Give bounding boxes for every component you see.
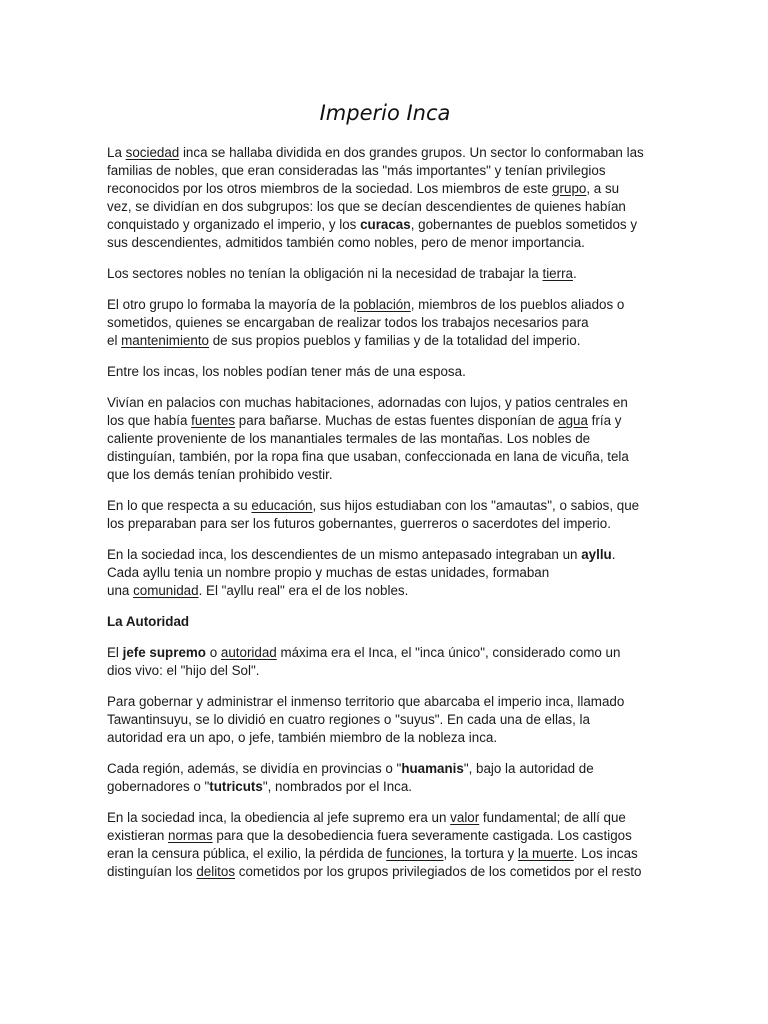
- text-line: que los demás tenían prohibido vestir.: [107, 467, 333, 482]
- paragraph-sociedad: [107, 144, 663, 252]
- text-run: ", nombrados por el Inca.: [262, 779, 413, 794]
- text-run: inca se hallaba dividida en dos grandes grupos. Un sector lo conformaban las: [179, 145, 644, 160]
- text-run: . Los incas: [573, 846, 638, 861]
- text-run: distinguían los: [107, 864, 197, 879]
- link-sociedad[interactable]: sociedad: [125, 145, 180, 160]
- text-run: los que había: [107, 413, 192, 428]
- text-line: Para gobernar y administrar el inmenso territorio que abarcaba el imperio inca, llamado: [107, 694, 625, 709]
- link-tierra[interactable]: tierra: [542, 266, 573, 281]
- paragraph-otro-grupo: [107, 296, 663, 350]
- text-run: , la tortura y: [443, 846, 518, 861]
- text-run: , miembros de los pueblos aliados o: [410, 297, 625, 312]
- text-line: [107, 809, 663, 827]
- text-line: distinguían, también, por la ropa fina que usaban, confeccionada en lana de vicuña, tela: [107, 449, 629, 464]
- text-line: [107, 778, 663, 796]
- text-line: Tawantinsuyu, se lo dividió en cuatro regiones o "suyus". En cada una de ellas, la: [107, 712, 590, 727]
- text-line: [107, 863, 663, 881]
- text-run: Cada región, además, se dividía en provincias o ": [107, 761, 402, 776]
- paragraph-ayllu: [107, 546, 663, 600]
- section-heading-autoridad: La Autoridad: [107, 614, 190, 629]
- text-run: La: [107, 145, 126, 160]
- text-run: , gobernantes de pueblos sometidos y: [410, 217, 638, 232]
- text-line: familias de nobles, que eran consideradas las "más importantes" y tenían privilegios: [107, 163, 606, 178]
- text-run: para que la desobediencia fuera severamente castigada. Los castigos: [212, 828, 632, 843]
- text-run: ", bajo la autoridad de: [463, 761, 594, 776]
- text-line: [107, 546, 663, 564]
- link-autoridad[interactable]: autoridad: [220, 645, 277, 660]
- text-run: el: [107, 333, 122, 348]
- text-run: .: [573, 266, 577, 281]
- document-title: Imperio Inca: [319, 101, 451, 125]
- link-la-muerte[interactable]: la muerte: [517, 846, 574, 861]
- document-page: [107, 95, 663, 894]
- text-line: Vivían en palacios con muchas habitaciones, adornadas con lujos, y patios centrales en: [107, 395, 628, 410]
- text-line: [107, 332, 663, 350]
- text-line: autoridad era un apo, o jefe, también miembro de la nobleza inca.: [107, 730, 498, 745]
- text-run: , a su: [586, 181, 620, 196]
- text-run: máxima era el Inca, el "inca único", considerado como un: [276, 645, 621, 660]
- link-mantenimiento[interactable]: mantenimiento: [121, 333, 209, 348]
- paragraph-provincias: [107, 760, 663, 796]
- text-run: Los sectores nobles no tenían la obligación ni la necesidad de trabajar la: [107, 266, 543, 281]
- text-run: de sus propios pueblos y familias y de la totalidad del imperio.: [209, 333, 581, 348]
- paragraph-esposas: [107, 363, 663, 381]
- text-run: En la sociedad inca, los descendientes de un mismo antepasado integraban un: [107, 547, 582, 562]
- link-fuentes[interactable]: fuentes: [191, 413, 236, 428]
- text-line: Cada ayllu tenia un nombre propio y muchas de estas unidades, formaban: [107, 565, 550, 580]
- paragraph-educacion: [107, 497, 663, 533]
- text-run: . El "ayllu real" era el de los nobles.: [198, 583, 409, 598]
- paragraph-jefe-supremo: [107, 644, 663, 680]
- text-run: .: [611, 547, 616, 562]
- text-line: [107, 144, 663, 162]
- link-grupo[interactable]: grupo: [552, 181, 587, 196]
- text-run: El: [107, 645, 123, 660]
- link-normas[interactable]: normas: [168, 828, 213, 843]
- text-run: fría y: [587, 413, 622, 428]
- text-line: los preparaban para ser los futuros gobernantes, guerreros o sacerdotes del imperio.: [107, 516, 611, 531]
- text-line: [107, 845, 663, 863]
- text-run: , sus hijos estudiaban con los "amautas", o sabios, que: [312, 498, 640, 513]
- text-run: En la sociedad inca, la obediencia al jefe supremo era un: [107, 810, 451, 825]
- text-line: sometidos, quienes se encargaban de realizar todos los trabajos necesarios para: [107, 315, 589, 330]
- text-line: sus descendientes, admitidos también como nobles, pero de menor importancia.: [107, 235, 585, 250]
- text-line: [107, 296, 663, 314]
- bold-ayllu: ayllu: [581, 547, 612, 562]
- text-line: [107, 265, 663, 283]
- link-delitos[interactable]: delitos: [196, 864, 236, 879]
- text-run: o: [206, 645, 221, 660]
- bold-curacas: curacas: [360, 217, 411, 232]
- text-line: caliente proveniente de los manantiales termales de las montañas. Los nobles de: [107, 431, 591, 446]
- text-line: vez, se dividían en dos subgrupos: los que se decían descendientes de quienes habían: [107, 199, 626, 214]
- text-line: [107, 216, 663, 234]
- text-line: [107, 760, 663, 778]
- link-agua[interactable]: agua: [558, 413, 588, 428]
- link-comunidad[interactable]: comunidad: [133, 583, 199, 598]
- link-valor[interactable]: valor: [450, 810, 480, 825]
- text-run: El otro grupo lo formaba la mayoría de la: [107, 297, 354, 312]
- link-poblacion[interactable]: población: [353, 297, 411, 312]
- paragraph-palacios: [107, 394, 663, 484]
- bold-tutricuts: tutricuts: [209, 779, 263, 794]
- text-line: [107, 412, 663, 430]
- bold-huamanis: huamanis: [401, 761, 464, 776]
- paragraph-obediencia: [107, 809, 663, 881]
- text-line: [107, 497, 663, 515]
- text-line: [107, 644, 663, 662]
- text-line: [107, 582, 663, 600]
- text-run: existieran: [107, 828, 169, 843]
- text-run: gobernadores o ": [107, 779, 210, 794]
- text-run: eran la censura pública, el exilio, la pérdida de: [107, 846, 387, 861]
- text-run: para bañarse. Muchas de estas fuentes disponían de: [235, 413, 559, 428]
- paragraph-sectores-nobles: [107, 265, 663, 283]
- paragraph-tawantinsuyu: [107, 693, 663, 747]
- text-line: [107, 180, 663, 198]
- link-educacion[interactable]: educación: [251, 498, 313, 513]
- text-run: En lo que respecta a su: [107, 498, 252, 513]
- text-run: conquistado y organizado el imperio, y los: [107, 217, 361, 232]
- text-run: fundamental; de allí que: [479, 810, 626, 825]
- text-run: cometidos por los grupos privilegiados de los cometidos por el resto: [235, 864, 642, 879]
- link-funciones[interactable]: funciones: [386, 846, 444, 861]
- text-line: [107, 827, 663, 845]
- text-line: dios vivo: el "hijo del Sol".: [107, 663, 260, 678]
- text-run: reconocidos por los otros miembros de la sociedad. Los miembros de este: [107, 181, 553, 196]
- text-line: Entre los incas, los nobles podían tener más de una esposa.: [107, 364, 466, 379]
- text-run: una: [107, 583, 134, 598]
- bold-jefe-supremo: jefe supremo: [122, 645, 206, 660]
